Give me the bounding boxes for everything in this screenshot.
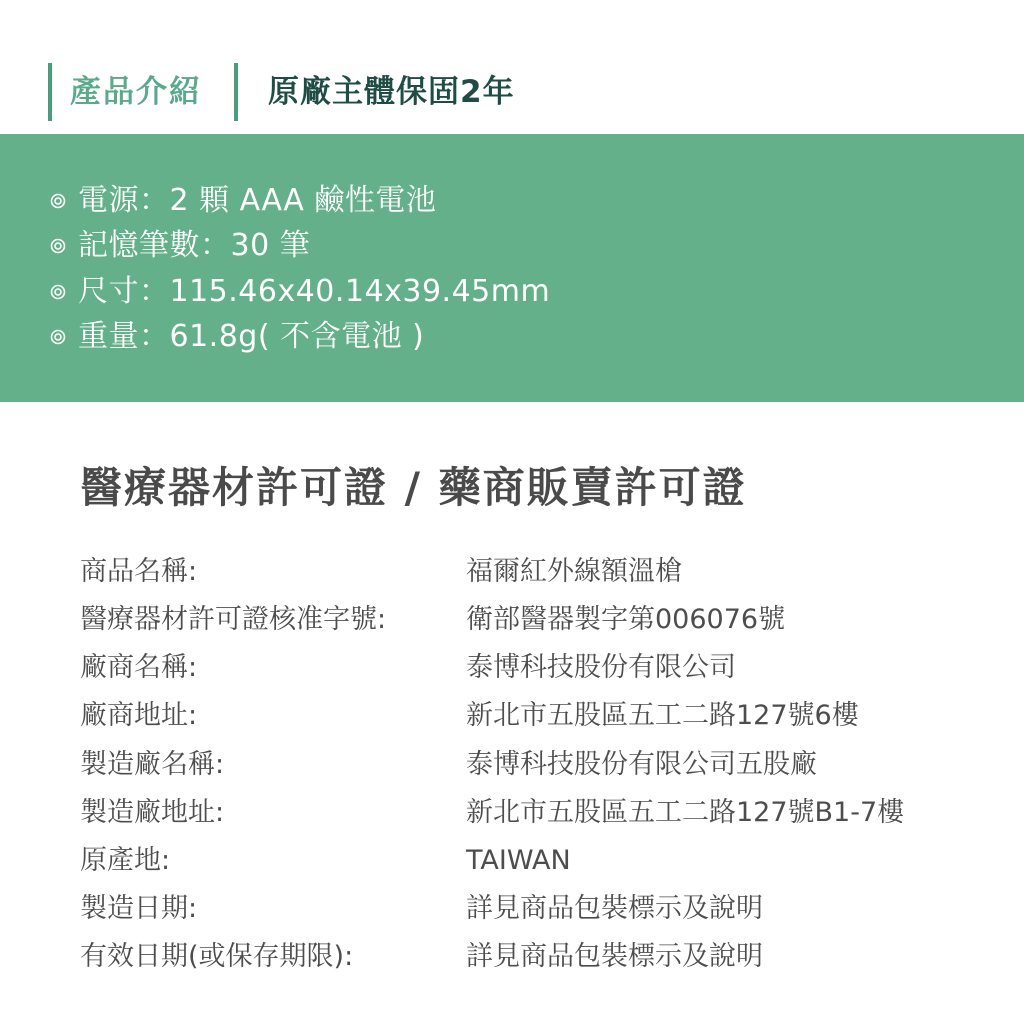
info-row-product-name	[0, 552, 1024, 592]
info-label: 製造日期:	[80, 893, 198, 924]
info-value: 詳見商品包裝標示及說明	[466, 941, 763, 972]
info-value: 詳見商品包裝標示及說明	[466, 893, 763, 924]
spec-text: 電源：2 顆 AAA 鹼性電池	[78, 183, 437, 218]
info-row-expiry-date	[0, 937, 1024, 977]
info-label: 製造廠地址:	[80, 797, 225, 828]
double-circle-bullet-icon	[50, 329, 66, 345]
info-label: 商品名稱:	[80, 556, 198, 587]
specs-panel	[0, 134, 1024, 402]
spec-item-power	[50, 181, 436, 221]
info-value: TAIWAN	[466, 845, 571, 876]
warranty-label: 原廠主體保固2年	[268, 74, 515, 110]
info-row-vendor-name	[0, 648, 1024, 688]
info-label: 原產地:	[80, 845, 171, 876]
page-header	[0, 60, 1024, 124]
spec-item-size	[50, 272, 550, 312]
info-label: 醫療器材許可證核准字號:	[80, 604, 387, 635]
info-row-license-number	[0, 600, 1024, 640]
info-value: 新北市五股區五工二路127號6樓	[466, 700, 859, 731]
info-label: 廠商名稱:	[80, 652, 198, 683]
double-circle-bullet-icon	[50, 238, 66, 254]
info-value: 福爾紅外線額溫槍	[466, 556, 682, 587]
header-divider-middle	[234, 63, 238, 121]
info-value: 泰博科技股份有限公司	[466, 652, 736, 683]
spec-text: 重量：61.8g( 不含電池 )	[78, 319, 425, 354]
info-row-vendor-address	[0, 696, 1024, 736]
info-row-origin	[0, 841, 1024, 881]
double-circle-bullet-icon	[50, 284, 66, 300]
section-label: 產品介紹	[70, 74, 202, 110]
info-row-manufacturer-name	[0, 745, 1024, 785]
info-label: 廠商地址:	[80, 700, 198, 731]
header-divider-left	[48, 63, 52, 121]
spec-item-weight	[50, 317, 424, 357]
spec-item-memory	[50, 226, 310, 266]
info-label: 製造廠名稱:	[80, 749, 225, 780]
spec-text: 記憶筆數：30 筆	[78, 228, 311, 263]
info-value: 泰博科技股份有限公司五股廠	[466, 749, 817, 780]
info-row-manufacture-date	[0, 889, 1024, 929]
license-title: 醫療器材許可證 / 藥商販賣許可證	[80, 463, 747, 512]
info-label: 有效日期(或保存期限):	[80, 941, 354, 972]
info-row-manufacturer-address	[0, 793, 1024, 833]
info-value: 新北市五股區五工二路127號B1-7樓	[466, 797, 905, 828]
info-value: 衛部醫器製字第006076號	[466, 604, 786, 635]
double-circle-bullet-icon	[50, 193, 66, 209]
spec-text: 尺寸：115.46x40.14x39.45mm	[78, 274, 551, 309]
